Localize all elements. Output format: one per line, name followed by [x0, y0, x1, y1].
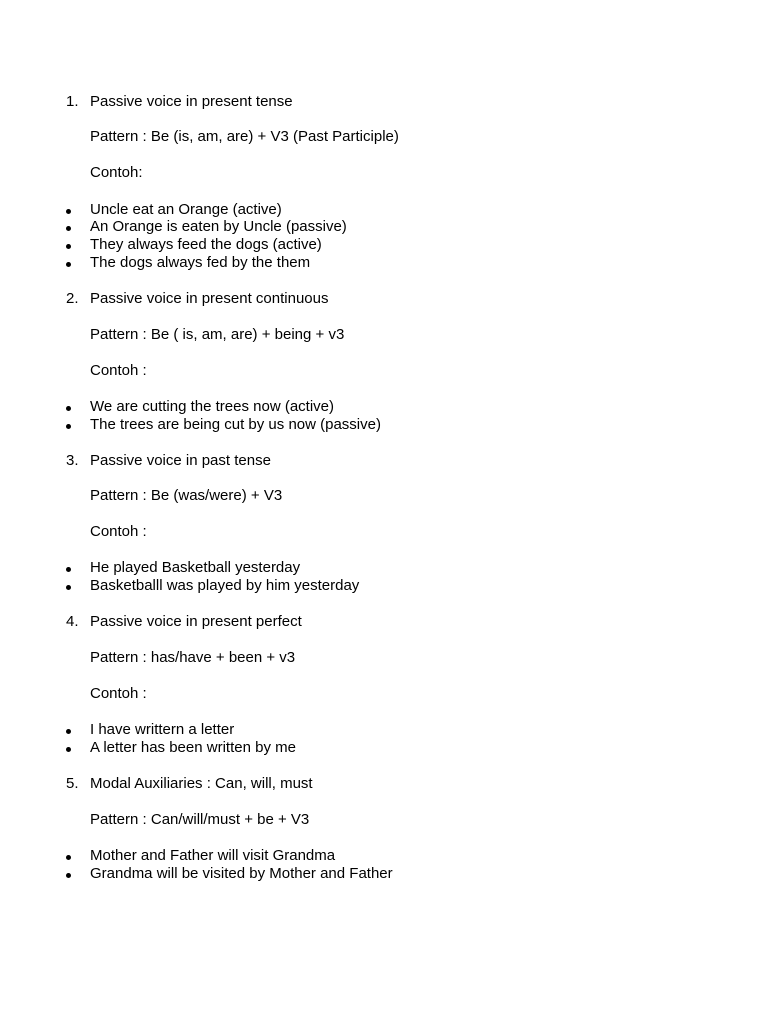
bullet-icon: [66, 262, 71, 267]
section-number: 3.: [66, 452, 79, 469]
section-number: 4.: [66, 613, 79, 630]
list-item: Grandma will be visited by Mother and Father: [90, 865, 393, 882]
section-number: 1.: [66, 93, 79, 110]
bullet-icon: [66, 729, 71, 734]
bullet-icon: [66, 209, 71, 214]
bullet-icon: [66, 244, 71, 249]
section-heading: Passive voice in past tense: [90, 452, 271, 469]
example-label: Contoh:: [90, 164, 143, 181]
list-item: They always feed the dogs (active): [90, 236, 322, 253]
list-item: We are cutting the trees now (active): [90, 398, 334, 415]
bullet-icon: [66, 424, 71, 429]
example-label: Contoh :: [90, 685, 147, 702]
section-heading: Modal Auxiliaries : Can, will, must: [90, 775, 313, 792]
bullet-icon: [66, 567, 71, 572]
section-pattern: Pattern : has/have + been + v3: [90, 649, 296, 666]
list-item: Mother and Father will visit Grandma: [90, 847, 336, 864]
section-number: 5.: [66, 775, 79, 792]
section-heading: Passive voice in present tense: [90, 93, 293, 110]
bullet-icon: [66, 873, 71, 878]
list-item: The trees are being cut by us now (passive): [90, 416, 381, 433]
bullet-icon: [66, 406, 71, 411]
list-item: A letter has been written by me: [90, 739, 296, 756]
bullet-icon: [66, 585, 71, 590]
example-label: Contoh :: [90, 362, 147, 379]
bullet-icon: [66, 747, 71, 752]
example-label: Contoh :: [90, 523, 147, 540]
section-pattern: Pattern : Be (was/were) + V3: [90, 487, 283, 504]
list-item: The dogs always fed by the them: [90, 254, 311, 271]
bullet-icon: [66, 855, 71, 860]
section-number: 2.: [66, 290, 79, 307]
section-heading: Passive voice in present continuous: [90, 290, 329, 307]
section-heading: Passive voice in present perfect: [90, 613, 302, 630]
list-item: I have writtern a letter: [90, 721, 235, 738]
section-pattern: Pattern : Be ( is, am, are) + being + v3: [90, 326, 345, 343]
section-pattern: Pattern : Be (is, am, are) + V3 (Past Participle): [90, 128, 399, 145]
list-item: Basketballl was played by him yesterday: [90, 577, 360, 594]
list-item: Uncle eat an Orange (active): [90, 201, 282, 218]
list-item: An Orange is eaten by Uncle (passive): [90, 218, 347, 235]
list-item: He played Basketball yesterday: [90, 559, 301, 576]
bullet-icon: [66, 226, 71, 231]
section-pattern: Pattern : Can/will/must + be + V3: [90, 811, 310, 828]
